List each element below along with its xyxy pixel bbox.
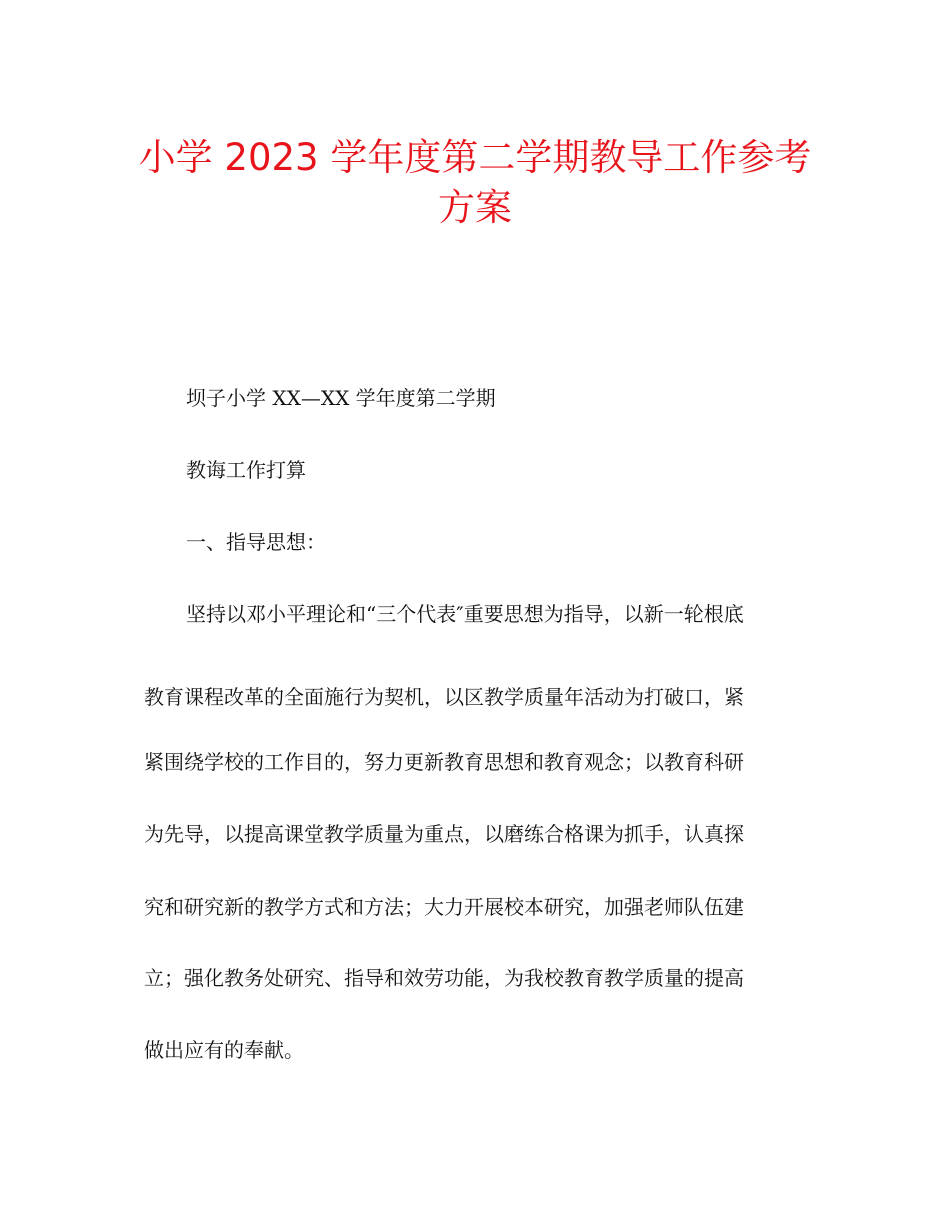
body-text-line: 教育课程改革的全面施行为契机，以区教学质量年活动为打破口，紧 [144,685,744,709]
document-title-line-2: 方案 [438,186,512,229]
body-text-line: 为先导，以提高课堂教学质量为重点，以磨练合格课为抓手，认真探 [144,822,744,846]
section-heading-guiding-ideology: 一、指导思想： [186,530,326,554]
plan-subtitle: 教诲工作打算 [186,458,306,482]
body-text-line: 坚持以邓小平理论和“三个代表″重要思想为指导，以新一轮根底 [186,602,744,626]
school-term-heading: 坝子小学 XX—XX 学年度第二学期 [186,386,496,410]
body-text-line: 做出应有的奉献。 [144,1038,304,1062]
document-title-line-1: 小学 2023 学年度第二学期教导工作参考 [138,136,812,179]
body-text-line: 究和研究新的教学方式和方法；大力开展校本研究，加强老师队伍建 [144,895,744,919]
body-text-line: 紧围绕学校的工作目的，努力更新教育思想和教育观念；以教育科研 [144,750,744,774]
body-text-line: 立；强化教务处研究、指导和效劳功能，为我校教育教学质量的提高 [144,966,744,990]
